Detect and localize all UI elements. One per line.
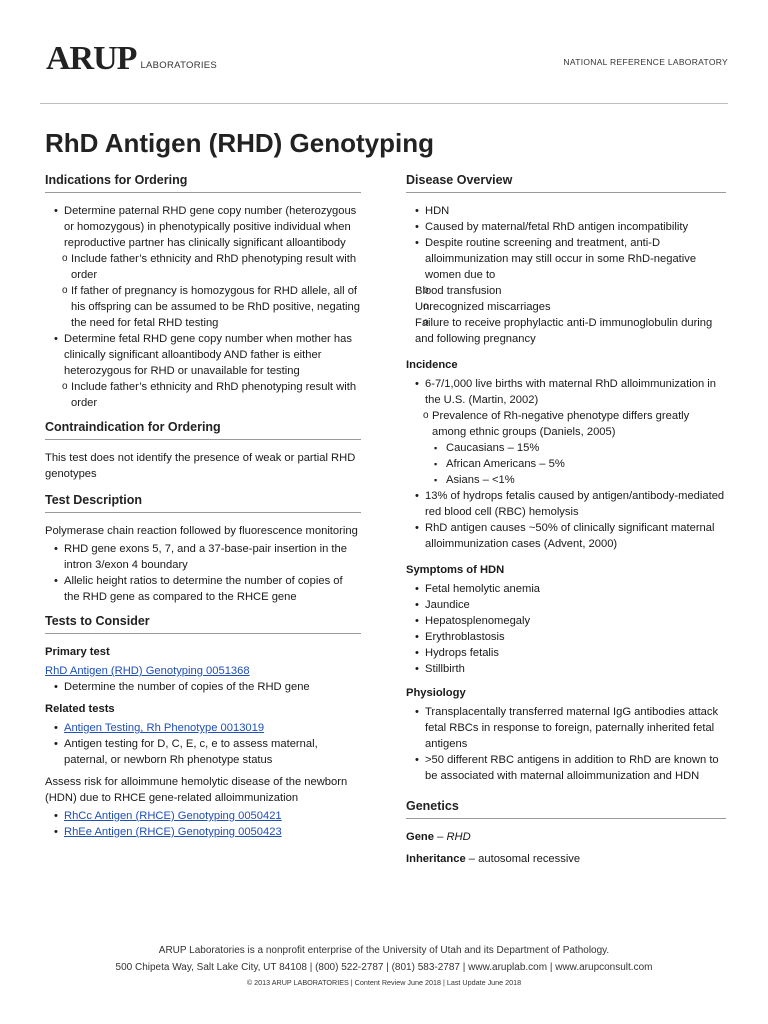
section-heading-contraindication: Contraindication for Ordering	[45, 419, 361, 440]
list-item: o Include father’s ethnicity and RhD phenotyping result with order	[45, 379, 361, 411]
list-item: • Fetal hemolytic anemia	[408, 581, 726, 597]
list-item: ▪ Asians – <1%	[406, 472, 726, 488]
list-item: • HDN	[408, 203, 726, 219]
list-item: o Unrecognized miscarriages	[406, 299, 726, 315]
list-item: • RHD gene exons 5, 7, and a 37-base-pair insertion in the intron 3/exon 4 boundary	[47, 541, 361, 573]
list-item: o If father of pregnancy is homozygous for RHD allele, all of his offspring can be assumed to be RhD positive, negating the need for fetal RHD testing	[45, 283, 361, 331]
logo-mark: ARUP	[46, 40, 137, 77]
gene-value: RHD	[446, 831, 471, 843]
list-item: • Hydrops fetalis	[408, 645, 726, 661]
overview-list	[406, 203, 726, 347]
list-item: • Allelic height ratios to determine the number of copies of the RHD gene as compared to the RHCE gene	[47, 573, 361, 605]
related-test-link[interactable]: Antigen Testing, Rh Phenotype 0013019	[64, 722, 265, 734]
logo-subtitle: LABORATORIES	[140, 60, 218, 71]
incidence-heading: Incidence	[406, 359, 458, 371]
list-item: • Determine the number of copies of the RHD gene	[47, 679, 361, 695]
section-heading-overview: Disease Overview	[406, 172, 726, 193]
indications-list	[45, 203, 361, 411]
list-item: • Caused by maternal/fetal RhD antigen incompatibility	[408, 219, 726, 235]
list-item: • Erythroblastosis	[408, 629, 726, 645]
rhee-test-link[interactable]: RhEe Antigen (RHCE) Genotyping 0050423	[64, 826, 282, 838]
list-item: • 13% of hydrops fetalis caused by antigen/antibody-mediated red blood cell (RBC) hemolysis	[408, 488, 726, 520]
right-column	[406, 172, 726, 869]
related-tests-list	[45, 720, 361, 768]
list-item: o Prevalence of Rh-negative phenotype differs greatly among ethnic groups (Daniels, 2005)	[406, 408, 726, 440]
primary-test-list	[45, 679, 361, 695]
list-item: • Transplacentally transferred maternal IgG antibodies attack fetal RBCs in response to foreign, paternally inherited fetal antigens	[408, 704, 726, 752]
physiology-heading: Physiology	[406, 687, 466, 699]
rhce-tests-list	[45, 808, 361, 840]
inheritance-value: autosomal recessive	[478, 853, 581, 865]
gene-label: Gene	[406, 831, 434, 843]
left-column	[45, 172, 361, 840]
primary-test-link[interactable]: RhD Antigen (RHD) Genotyping 0051368	[45, 665, 250, 677]
section-heading-indications: Indications for Ordering	[45, 172, 361, 193]
symptoms-list	[406, 581, 726, 677]
footer-line-1: ARUP Laboratories is a nonprofit enterprise of the University of Utah and its Department of Pathology.	[158, 945, 610, 956]
footer-line-3: © 2013 ARUP LABORATORIES | Content Review June 2018 | Last Update June 2018	[246, 978, 522, 987]
section-heading-tests: Tests to Consider	[45, 613, 361, 634]
list-item: • Determine paternal RHD gene copy number (heterozygous or homozygous) in phenotypically positive individual when reproductive partner has clinically significant alloantibody	[47, 203, 361, 251]
footer-line-2: 500 Chipeta Way, Salt Lake City, UT 84108 | (800) 522-2787 | (801) 583-2787 | www.aruplab.com | www.arupconsult.com	[115, 962, 653, 973]
list-item: • Jaundice	[408, 597, 726, 613]
list-item: • Determine fetal RHD gene copy number when mother has clinically significant alloantibody AND father is either heterozygous for RHD or unavailable for testing	[47, 331, 361, 379]
header-divider	[40, 103, 728, 104]
list-item: • RhD antigen causes ~50% of clinically significant maternal alloimmunization cases (Advent, 2000)	[408, 520, 726, 552]
list-item: o Blood transfusion	[406, 283, 726, 299]
list-item: • Stillbirth	[408, 661, 726, 677]
list-item	[47, 808, 361, 824]
list-item: • Hepatosplenomegaly	[408, 613, 726, 629]
contraindication-text: This test does not identify the presence of weak or partial RHD genotypes	[45, 452, 356, 480]
physiology-list	[406, 704, 726, 784]
list-item: • Despite routine screening and treatment, anti-D alloimmunization may still occur in some RhD-negative women due to	[408, 235, 726, 283]
test-description-list	[45, 541, 361, 605]
assess-risk-text: Assess risk for alloimmune hemolytic disease of the newborn (HDN) due to RHCE gene-related alloimmunization	[45, 776, 348, 804]
footer	[0, 945, 768, 987]
gene-line: Gene – RHD	[406, 831, 471, 843]
logo	[46, 40, 218, 77]
list-item: o Failure to receive prophylactic anti-D immunoglobulin during and following pregnancy	[406, 315, 726, 347]
list-item	[47, 720, 361, 736]
inheritance-line: Inheritance – autosomal recessive	[406, 853, 581, 865]
tagline: NATIONAL REFERENCE LABORATORY	[563, 57, 728, 67]
primary-test-label: Primary test	[45, 646, 110, 658]
list-item: • >50 different RBC antigens in addition to RhD are known to be associated with maternal alloimmunization and HDN	[408, 752, 726, 784]
inheritance-label: Inheritance	[406, 853, 466, 865]
section-heading-test-description: Test Description	[45, 492, 361, 513]
symptoms-heading: Symptoms of HDN	[406, 564, 505, 576]
list-item: ▪ African Americans – 5%	[406, 456, 726, 472]
list-item	[47, 824, 361, 840]
page-title: RhD Antigen (RHD) Genotyping	[45, 128, 434, 158]
related-tests-label: Related tests	[45, 703, 115, 715]
list-item: o Include father’s ethnicity and RhD phenotyping result with order	[45, 251, 361, 283]
test-description-text: Polymerase chain reaction followed by fluorescence monitoring	[45, 525, 358, 537]
rhcc-test-link[interactable]: RhCc Antigen (RHCE) Genotyping 0050421	[64, 810, 282, 822]
list-item: ▪ Caucasians – 15%	[406, 440, 726, 456]
incidence-list	[406, 376, 726, 552]
section-heading-genetics: Genetics	[406, 798, 726, 819]
list-item: • Antigen testing for D, C, E, c, e to assess maternal, paternal, or newborn Rh phenotype status	[47, 736, 361, 768]
list-item: • 6-7/1,000 live births with maternal RhD alloimmunization in the U.S. (Martin, 2002)	[408, 376, 726, 408]
